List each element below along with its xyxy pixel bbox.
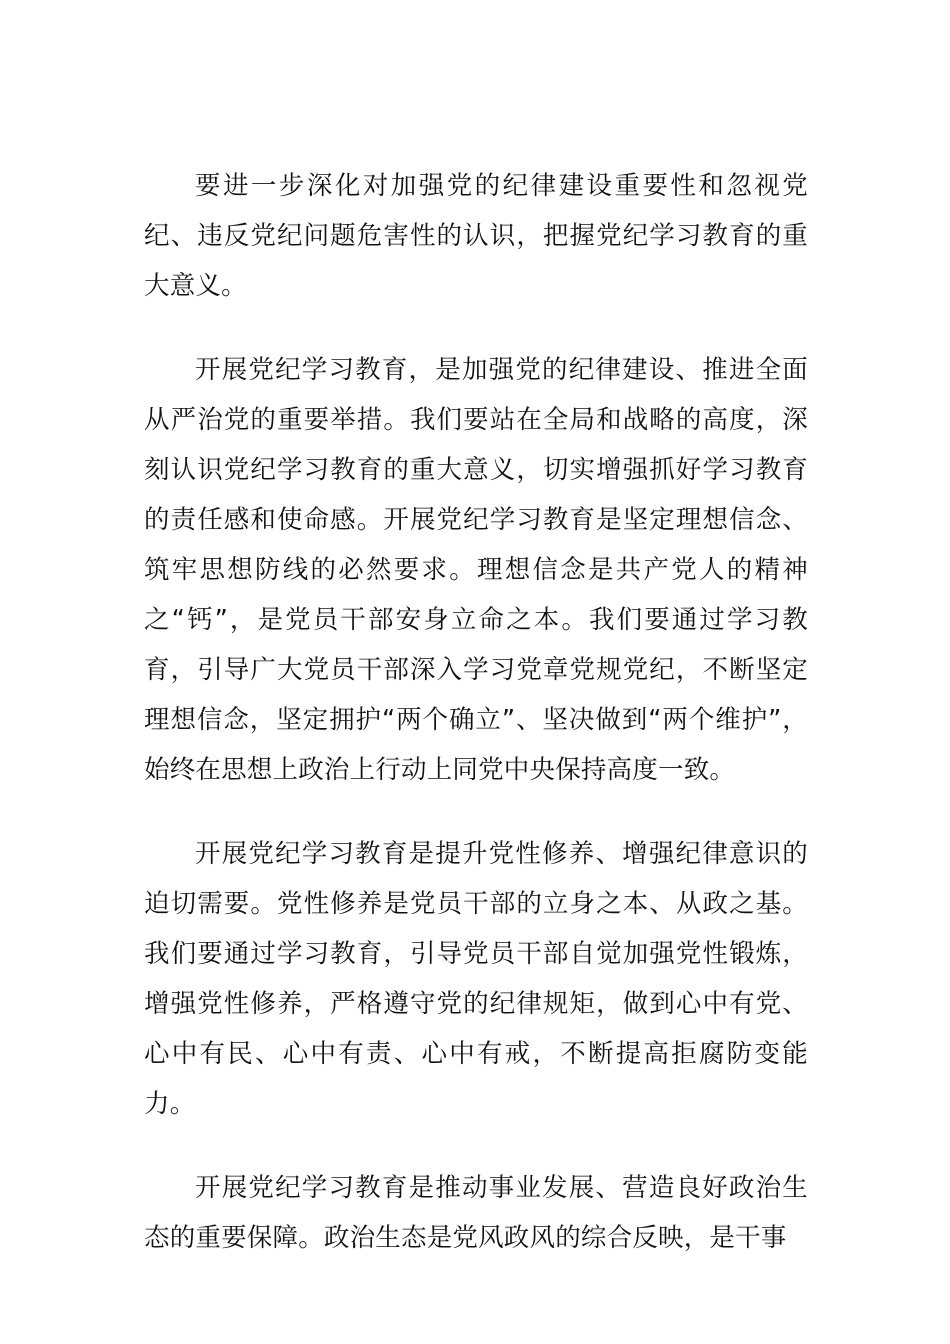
document-body: [144, 161, 808, 1297]
paragraph-1: 要进一步深化对加强党的纪律建设重要性和忽视党纪、违反党纪问题危害性的认识，把握党纪学习教育的重大意义。: [144, 171, 808, 301]
paragraph-2: 开展党纪学习教育，是加强党的纪律建设、推进全面从严治党的重要举措。我们要站在全局和战略的高度，深刻认识党纪学习教育的重大意义，切实增强抓好学习教育的责任感和使命感。开展党纪学习教育是坚定理想信念、筑牢思想防线的必然要求。理想信念是共产党人的精神之“钙”，是党员干部安身立命之本。我们要通过学习教育，引导广大党员干部深入学习党章党规党纪，不断坚定理想信念，坚定拥护“两个确立”、坚决做到“两个维护”，始终在思想上政治上行动上同党中央保持高度一致。: [144, 355, 808, 785]
paragraph-3: 开展党纪学习教育是提升党性修养、增强纪律意识的迫切需要。党性修养是党员干部的立身之本、从政之基。我们要通过学习教育，引导党员干部自觉加强党性锻炼，增强党性修养，严格遵守党的纪律规矩，做到心中有党、心中有民、心中有责、心中有戒，不断提高拒腐防变能力。: [144, 839, 808, 1119]
paragraph-4: 开展党纪学习教育是推动事业发展、营造良好政治生态的重要保障。政治生态是党风政风的综合反映，是干事: [144, 1173, 808, 1253]
